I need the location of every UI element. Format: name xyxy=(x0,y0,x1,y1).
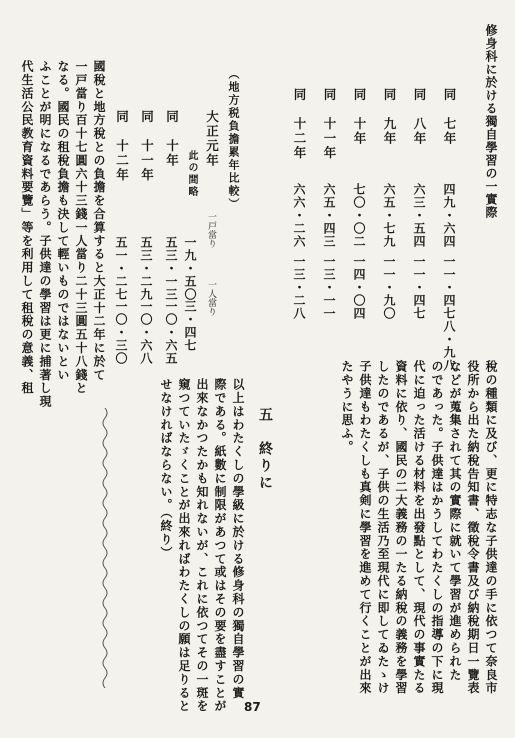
text-line: たやうに思ふ。 xyxy=(340,360,354,454)
text-line: のであった。子供達はかうしてわたくしの指導の下に現 xyxy=(430,360,444,695)
column-header: 一戸當り xyxy=(206,212,216,248)
table-row-year: 同 九年 xyxy=(382,88,397,146)
text-line: したのであるが、子供の生活乃至現代に即してゐたゝけ xyxy=(376,360,390,695)
table-cell: 一〇・三〇 xyxy=(114,300,128,365)
page-number: 87 xyxy=(244,700,261,714)
text-line: 資料に依り、國民の二大義務の一たる納稅の義務を學習 xyxy=(394,360,408,695)
table-row-year: 同 十一年 xyxy=(139,110,155,183)
table-cell: 一九・五〇 xyxy=(183,236,197,301)
table-row-year: 同 十一年 xyxy=(322,88,337,161)
table-cell: 四九・六四 xyxy=(442,183,456,248)
text-line: ふことが明になるであらう。子供達の學習は更に捕著し現 xyxy=(38,60,52,409)
omitted-label: 此の間略 xyxy=(186,150,197,198)
text-line: 稅の種類に及び、更に特志な子供達の手に依つて奈良市 xyxy=(484,360,498,695)
table-cell: 三・四七 xyxy=(183,300,197,352)
table-cell: 一一・九〇 xyxy=(382,255,396,320)
table-cell: 六五・四三 xyxy=(322,183,336,248)
table-row-year: 同 十二年 xyxy=(114,110,130,183)
text-line: 出來なかつたかも知れないが、これに依つてその一斑を xyxy=(195,378,209,713)
section-heading: 五 終りに xyxy=(257,407,273,492)
text-line: 一戸當り百十七圓六十三錢一人當り二十三圓五十八錢と xyxy=(74,60,88,395)
table-cell: 一一・四七 xyxy=(442,255,456,320)
table-cell: 六六・二六 xyxy=(292,183,306,248)
wavy-divider xyxy=(100,408,110,688)
table-row-year: 同 十二年 xyxy=(292,88,307,161)
table-cell: 一〇・六八 xyxy=(139,300,153,365)
table-row-year: 同 八年 xyxy=(412,88,427,146)
text-line: 役所から出た納稅告知書、徵稅令書及び納稅期日一覽表 xyxy=(466,360,480,695)
table-cell: 一一・四七 xyxy=(412,255,426,320)
text-line: 以上はわたくしの學級に於ける修身科の獨自學習の實 xyxy=(231,378,245,700)
table-cell: 一三・一一 xyxy=(322,255,336,320)
table-cell: 五一・二七 xyxy=(114,236,128,301)
text-line: 際である。紙數に制限があつて或はその要を盡すことが xyxy=(213,378,227,713)
table-cell: 一〇・六五 xyxy=(164,300,178,365)
table-cell: 一四・〇四 xyxy=(352,255,366,320)
text-line: 子供達もわたくしも真剣に學習を進めて行くことが出來 xyxy=(358,360,372,695)
table-cell: 七〇・〇二 xyxy=(352,183,366,248)
table-row-year: 大正元年 xyxy=(204,110,220,168)
column-header: 一人當り xyxy=(206,280,216,316)
table-row-year: 同 十年 xyxy=(352,88,367,146)
table-title: （地方税負擔累年比較） xyxy=(227,68,240,211)
running-header: 修身科に於ける獨自學習の一實際 xyxy=(484,24,498,219)
text-line: 代生活公民教育資料要覽」等を利用して租稅の意義、租 xyxy=(20,60,34,395)
table-cell: 六三・五四 xyxy=(412,183,426,248)
text-line: などが蒐集されて其の實際に就いて學習が進められた xyxy=(448,360,462,682)
text-line: 國稅と地方稅との負擔を合算すると大正十二年に於て xyxy=(92,60,106,382)
table-row-year: 同 十年 xyxy=(164,110,180,168)
table-cell: 一三・二八 xyxy=(292,255,306,320)
text-line: 窺つていたゞくことが出來ればわたくしの願は足りると xyxy=(177,378,191,713)
table-cell: 六五・七九 xyxy=(382,183,396,248)
table-cell: 五三・一三 xyxy=(164,236,178,301)
table-cell: 八・九八 xyxy=(442,320,456,372)
table-cell: 五三・二九 xyxy=(139,236,153,301)
text-line: なる。國民の租稅負擔も決して輕いものではないとい xyxy=(56,60,70,382)
text-line: 代に迫った活ける材料を出發點として、現代の事實たる xyxy=(412,360,426,695)
text-line: せなければならない。（終り） xyxy=(159,378,173,560)
table-row-year: 同 七年 xyxy=(442,88,457,146)
